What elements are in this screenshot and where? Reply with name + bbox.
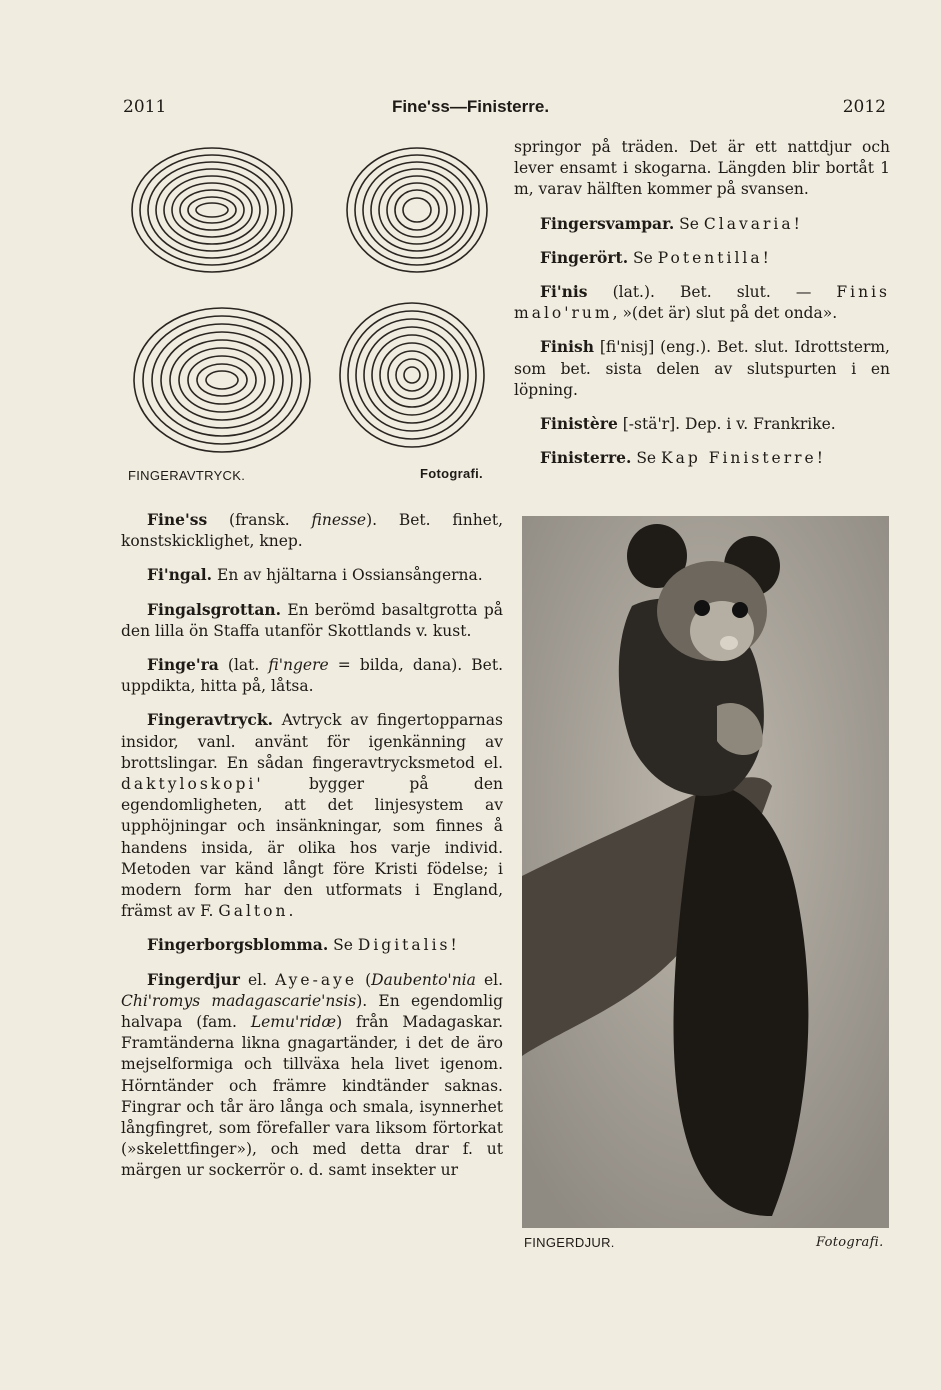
entry-fingersvampar: Fingersvampar. Se Clavaria! xyxy=(540,213,800,233)
fingerprint-1 xyxy=(132,148,292,272)
entry-finisterre: Finisterre. Se Kap Finisterre! xyxy=(540,448,823,468)
entry-fingal: Fi'ngal. En av hjältarna i Ossiansångerna. xyxy=(147,565,483,585)
entry-fingerdjur: Fingerdjur el. Aye-aye (Daubento'nia el. Chi'romys madagascarie'nsis). En egendomlig halvapa (fam. Lemu'ridæ) från Madagaskar. Framtänderna likna gnagartänder, i det de äro mejselformiga och tillväxa hela livet igenom. Hörntänder och främre kindtänder saknas. Fingrar och tår äro långa och smala, isynnerhet långfingret, som förefaller vara liksom förtorkat (»skelettfinger»), och med detta drar f. ut märgen ur sockerrör o. d. samt insekter ur xyxy=(121,969,503,1180)
left-page-number: 2011 xyxy=(123,97,167,117)
entry-fingalsgrottan: Fingalsgrottan. En berömd basaltgrotta på den lilla ön Staffa utanför Skottlands v. kust. xyxy=(121,599,503,640)
continued-text: springor på träden. Det är ett nattdjur och lever ensamt i skogarna. Längden blir bortåt 1 m, varav hälften kommer på svansen. xyxy=(514,138,890,199)
fingerprint-4 xyxy=(340,303,484,447)
entry-finistere: Finistère [-stä'r]. Dep. i v. Frankrike. xyxy=(540,414,836,434)
left-column xyxy=(121,509,503,1194)
fingerprints-figure xyxy=(122,140,502,470)
fingerprint-caption: FINGERAVTRYCK. xyxy=(128,468,246,483)
fingerprint-credit: Fotografi. xyxy=(420,466,483,481)
right-column xyxy=(514,137,890,481)
fingerprint-2 xyxy=(347,148,487,272)
running-title: Fine'ss—Finisterre. xyxy=(391,97,550,116)
entry-fingerort: Fingerört. Se Potentilla! xyxy=(540,247,769,267)
aye-aye-credit: Fotografi. xyxy=(816,1235,884,1250)
eye-left xyxy=(694,600,710,616)
entry-fingera: Finge'ra (lat. fi'ngere = bilda, dana). Bet. uppdikta, hitta på, låtsa. xyxy=(121,655,503,696)
fingerprint-3 xyxy=(134,308,310,452)
entry-fingeravtryck: Fingeravtryck. Avtryck av fingertopparnas insidor, vanl. använt för igenkänning av brottslingar. En sådan fingeravtrycksmetod el. daktyloskopi' bygger på den egendomligheten, att det linjesystem av upphöjningar och insänkningar, som finnes å handens insida, är olika hos varje individ. Metoden var känd långt före Kristi födelse; i modern form har den utformats i England, främst av F. Galton. xyxy=(121,710,503,921)
entry-finess: Fine'ss (fransk. finesse). Bet. finhet, konstskicklighet, knep. xyxy=(121,510,503,551)
aye-aye-caption: FINGERDJUR. xyxy=(524,1235,615,1250)
aye-aye-photo xyxy=(522,516,889,1228)
entry-finish: Finish [fi'nisj] (eng.). Bet. slut. Idrottsterm, som bet. sista delen av slutspurten i en löpning. xyxy=(514,337,890,399)
nose xyxy=(720,636,738,650)
right-page-number: 2012 xyxy=(842,97,886,117)
entry-finis: Fi'nis (lat.). Bet. slut. — Finis malo'rum, »(det är) slut på det onda». xyxy=(514,282,890,323)
eye-right xyxy=(732,602,748,618)
entry-fingerborgsblomma: Fingerborgsblomma. Se Digitalis! xyxy=(147,935,457,955)
